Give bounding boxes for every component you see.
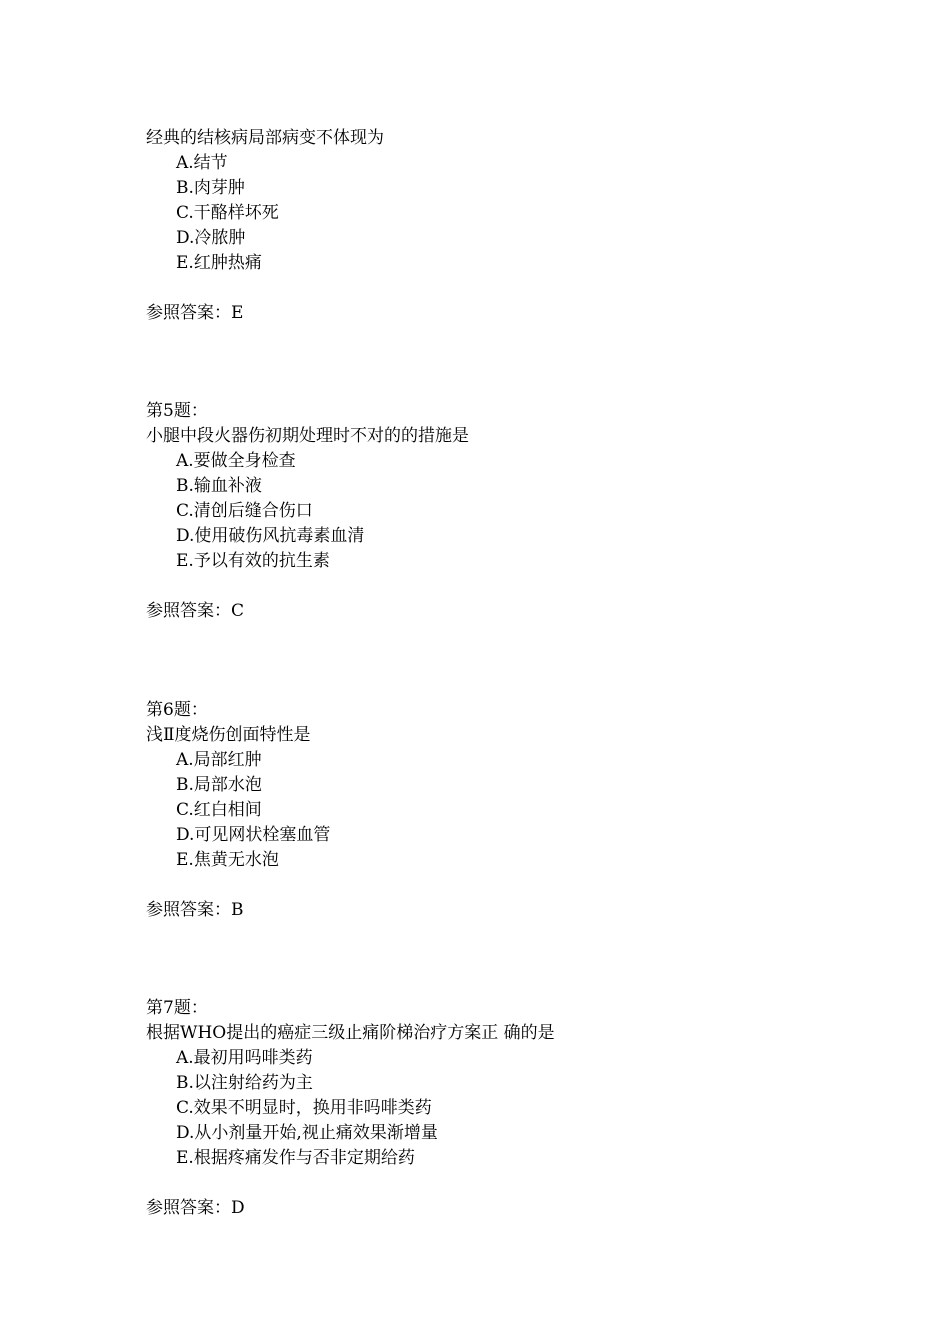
question-heading: 第7题： [146,998,208,1018]
question-stem: 小腿中段火器伤初期处理时不对的的措施是 [146,426,469,446]
option-c: C.清创后缝合伤口 [176,501,313,521]
option-d: D.冷脓肿 [176,228,246,248]
question-block-7 [146,996,846,1221]
option-a: A.要做全身检查 [176,451,296,471]
reference-answer: 参照答案：C [146,601,245,621]
question-stem: 浅Ⅱ度烧伤创面特性是 [146,725,311,745]
option-d: D.从小剂量开始,视止痛效果渐增量 [176,1123,438,1143]
question-block-5 [146,399,846,624]
reference-answer: 参照答案：D [146,1198,245,1218]
option-d: D.使用破伤风抗毒素血清 [176,526,365,546]
question-heading: 第5题： [146,401,208,421]
option-c: C.效果不明显时，换用非吗啡类药 [176,1098,432,1118]
option-b: B.局部水泡 [176,775,262,795]
option-b: B.以注射给药为主 [176,1073,313,1093]
option-b: B.输血补液 [176,476,262,496]
option-d: D.可见网状栓塞血管 [176,825,331,845]
reference-answer: 参照答案：E [146,303,244,323]
option-a: A.最初用吗啡类药 [176,1048,313,1068]
reference-answer: 参照答案：B [146,900,244,920]
question-heading: 第6题： [146,700,208,720]
option-c: C.红白相间 [176,800,262,820]
option-a: A.结节 [176,153,228,173]
option-b: B.肉芽肿 [176,178,245,198]
question-stem: 经典的结核病局部病变不体现为 [146,128,384,148]
option-a: A.局部红肿 [176,750,262,770]
option-e: E.红肿热痛 [176,253,262,273]
option-e: E.根据疼痛发作与否非定期给药 [176,1148,415,1168]
option-e: E.予以有效的抗生素 [176,551,330,571]
option-e: E.焦黄无水泡 [176,850,279,870]
question-stem: 根据WHO提出的癌症三级止痛阶梯治疗方案正 确的是 [146,1023,555,1043]
question-block-4 [146,126,846,326]
question-block-6 [146,698,846,923]
option-c: C.干酪样坏死 [176,203,279,223]
